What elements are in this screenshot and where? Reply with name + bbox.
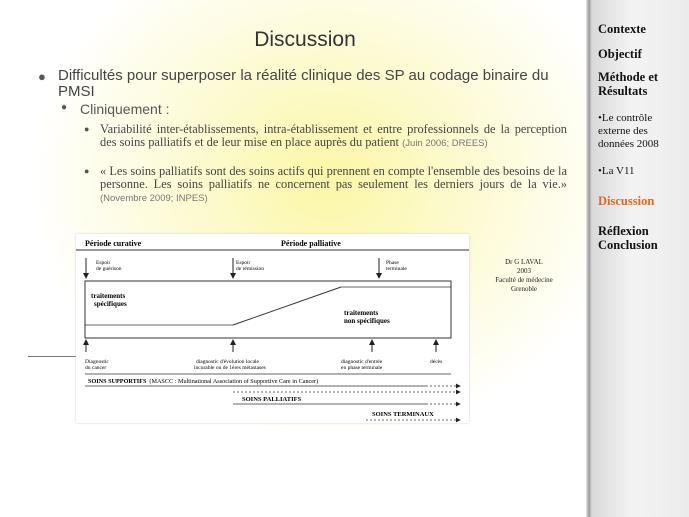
label-nonspecific-1: traitements <box>344 309 379 317</box>
nav-reflexion-conclusion[interactable] <box>598 224 686 252</box>
nav-methode-line2: Résultats <box>598 84 648 98</box>
marker-top-2-line1: Espoir <box>236 260 251 266</box>
header-curative: Période curative <box>85 239 142 248</box>
detail-1-source: (Juin 2006; DREES) <box>402 138 488 149</box>
marker-top-3-line2: terminale <box>386 266 407 272</box>
author-credit <box>474 258 574 294</box>
marker-bottom-4: décès <box>430 359 443 365</box>
nav-controle-externe[interactable] <box>598 112 686 151</box>
marker-bottom-2-line1: diagnostic d'évolution locale <box>196 359 260 365</box>
marker-top-2-line2: de rémission <box>236 266 264 272</box>
marker-bottom-1-line2: du cancer <box>85 365 107 371</box>
credit-line-2: 2003 <box>517 267 531 275</box>
band-palliative: SOINS PALLIATIFS <box>242 396 302 403</box>
header-palliative: Période palliative <box>281 239 341 248</box>
nav-methode-line1: Méthode et <box>598 70 659 84</box>
nav-objectif[interactable]: Objectif <box>598 47 642 61</box>
band-terminal: SOINS TERMINAUX <box>372 411 434 418</box>
label-specific-1: traitements <box>91 292 126 300</box>
bullet-sub: Cliniquement : <box>80 101 170 117</box>
detail-1-text: Variabilité inter-établissements, intra-établissement et entre professionnels de la perception des soins palliatifs et de leur mise en place auprès du patient <box>100 122 567 149</box>
bullet-dot: ● <box>61 102 68 113</box>
nav-reflexion-line1: Réflexion <box>598 224 649 238</box>
marker-top-1-line2: de guérison <box>96 266 122 272</box>
nav-controle-line3: données 2008 <box>598 138 659 150</box>
detail-2-text: « Les soins palliatifs sont des soins actifs qui prennent en compte l'ensemble des besoins de la personne. Les soins palliatifs ne concernent pas seulement les derniers jours de la vie.» <box>100 164 567 191</box>
slide-title: Discussion <box>254 28 356 51</box>
nav-controle-line1: •Le contrôle <box>598 112 653 124</box>
nav-discussion[interactable]: Discussion <box>598 194 655 208</box>
care-periods-diagram <box>76 234 469 423</box>
diagram-svg <box>76 234 469 423</box>
marker-top-1-line1: Espoir <box>96 260 111 266</box>
bullet-dot: ● <box>84 166 90 176</box>
nav-contexte[interactable]: Contexte <box>598 22 646 36</box>
bullet-main: Difficultés pour superposer la réalité clinique des SP au codage binaire du PMSI <box>58 67 549 100</box>
bullet-detail-1 <box>100 123 567 150</box>
marker-top-3-line1: Phase <box>386 260 399 266</box>
band-supportive-bold: SOINS SUPPORTIFS <box>88 378 147 385</box>
credit-line-1: Dr G LAVAL <box>505 258 543 266</box>
band-supportive-rest: (MASCC : Multinational Association of Supportive Care in Cancer) <box>149 378 319 385</box>
credit-line-4: Grenoble <box>510 285 538 293</box>
marker-bottom-3-line1: diagnostic d'entrée <box>341 359 383 365</box>
divider-line <box>28 356 76 357</box>
label-nonspecific-2: non spécifiques <box>344 317 390 325</box>
bullet-detail-2 <box>100 165 567 205</box>
nav-reflexion-line2: Conclusion <box>598 238 658 252</box>
label-specific-2: spécifiques <box>94 300 127 308</box>
nav-methode-resultats[interactable] <box>598 70 686 98</box>
credit-line-3: Faculté de médecine <box>495 276 553 284</box>
marker-bottom-3-line2: en phase terminale <box>341 365 383 371</box>
sidebar-nav <box>592 0 689 517</box>
detail-2-source: (Novembre 2009; INPES) <box>100 193 208 204</box>
band-supportive <box>88 378 318 385</box>
bullet-dot: ● <box>84 124 90 134</box>
marker-bottom-2-line2: incurable ou de 1ères métastases <box>194 365 266 371</box>
bullet-dot: ● <box>38 69 46 84</box>
nav-v11[interactable]: •La V11 <box>598 165 635 177</box>
marker-bottom-1-line1: Diagnostic <box>85 359 109 365</box>
nav-controle-line2: externe des <box>598 125 648 137</box>
